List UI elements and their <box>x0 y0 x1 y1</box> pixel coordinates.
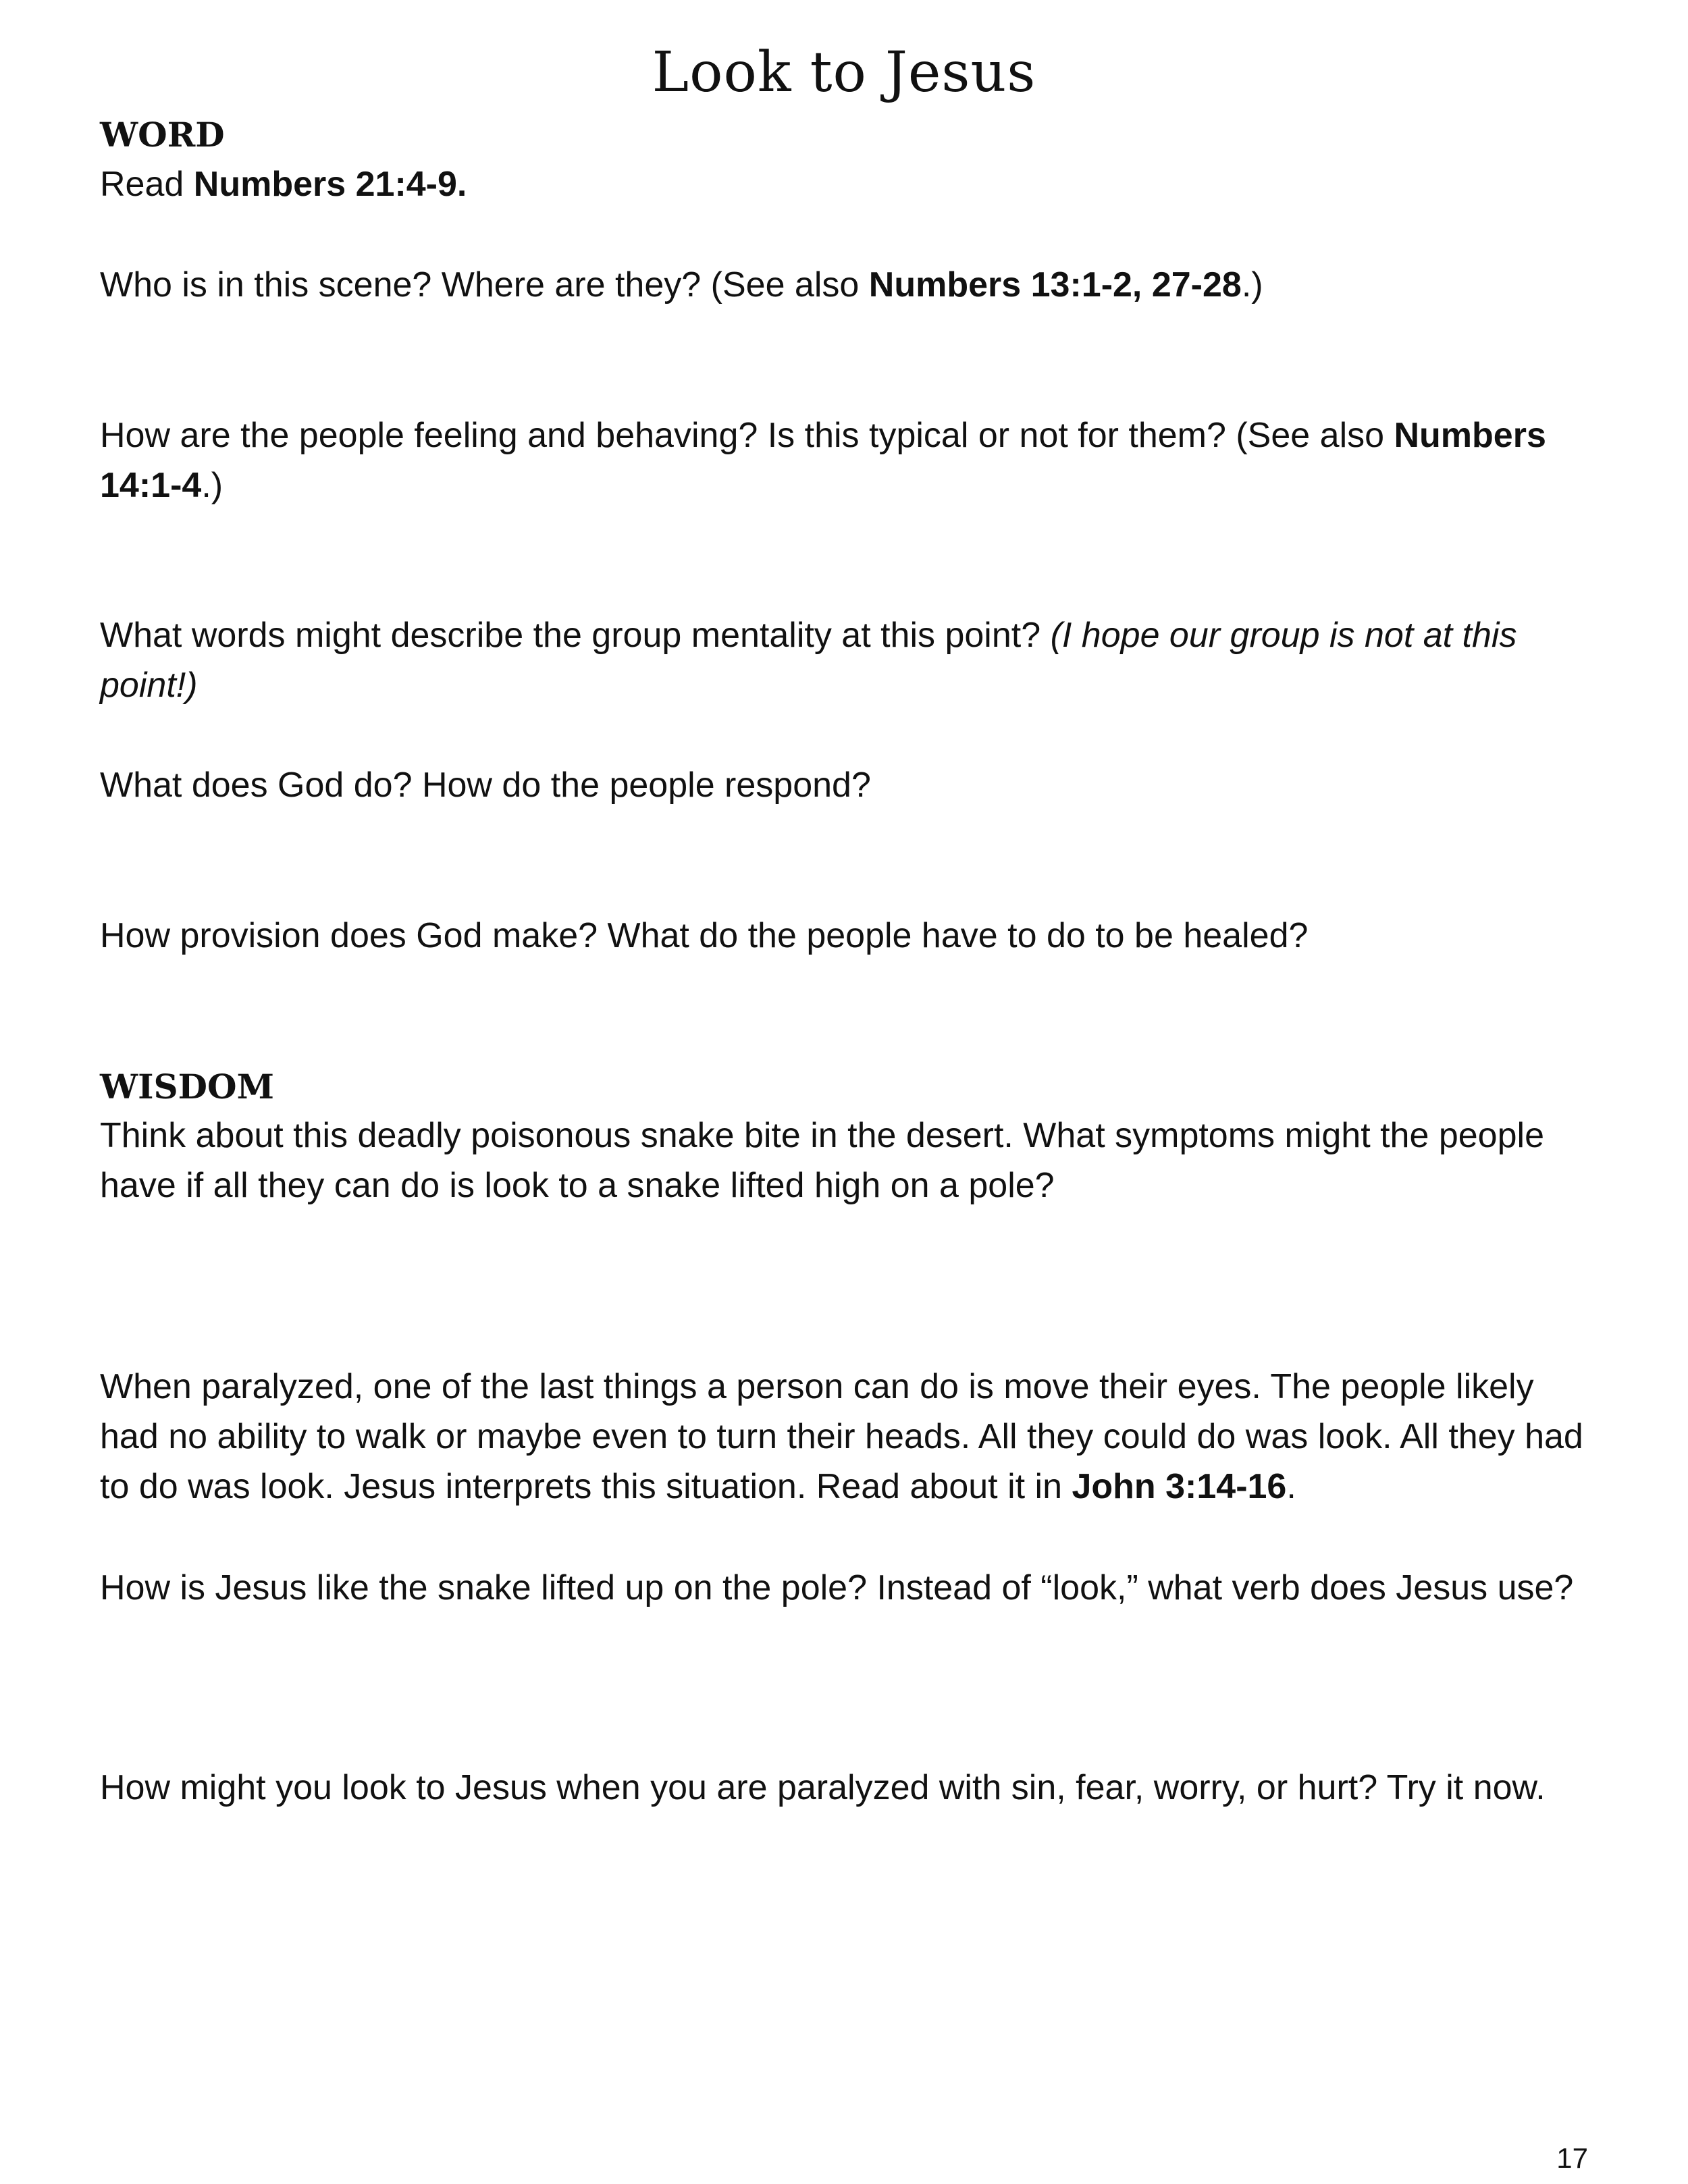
paragraph-tail: . <box>1286 1467 1296 1506</box>
word-question-2 <box>100 410 1599 510</box>
word-question-1 <box>100 260 1599 310</box>
wisdom-question-4: How might you look to Jesus when you are paralyzed with sin, fear, worry, or hurt? Try it now. <box>100 1768 1546 1807</box>
question-tail: .) <box>1241 265 1263 304</box>
wisdom-heading: WISDOM <box>100 1067 274 1107</box>
page-title: Look to Jesus <box>652 41 1036 105</box>
question-text: How are the people feeling and behaving? Is this typical or not for them? (See also <box>100 416 1394 455</box>
word-heading: WORD <box>100 115 225 155</box>
question-aside: (I hope our group is not at this point!) <box>100 616 1517 705</box>
scripture-reference: Numbers 13:1-2, 27-28 <box>868 265 1242 304</box>
read-text: Read <box>100 165 194 204</box>
wisdom-question-3: How is Jesus like the snake lifted up on the pole? Instead of “look,” what verb does Jesus use? <box>100 1568 1574 1607</box>
page-number: 17 <box>1556 2142 1588 2174</box>
scripture-reference: Numbers 21:4-9. <box>193 165 467 204</box>
paragraph-text: When paralyzed, one of the last things a person can do is move their eyes. The people likely had no ability to walk or maybe even to turn their heads. All they could do was look. All they had to do was look. Jesus interprets this situation. Read about it in <box>100 1367 1583 1506</box>
word-question-4: What does God do? How do the people respond? <box>100 766 871 805</box>
question-text: Who is in this scene? Where are they? (See also <box>100 265 869 304</box>
word-question-3 <box>100 610 1599 710</box>
wisdom-question-1: Think about this deadly poisonous snake bite in the desert. What symptoms might the people have if all they can do is look to a snake lifted high on a pole? <box>100 1116 1544 1205</box>
scripture-reference: Numbers 14:1-4 <box>100 416 1546 505</box>
read-instruction <box>100 159 1599 209</box>
wisdom-paragraph-2 <box>100 1362 1599 1512</box>
word-question-5: How provision does God make? What do the people have to do to be healed? <box>100 916 1309 955</box>
question-text: What words might describe the group mentality at this point? <box>100 616 1051 655</box>
question-tail: .) <box>201 466 223 505</box>
scripture-reference: John 3:14-16 <box>1072 1467 1287 1506</box>
